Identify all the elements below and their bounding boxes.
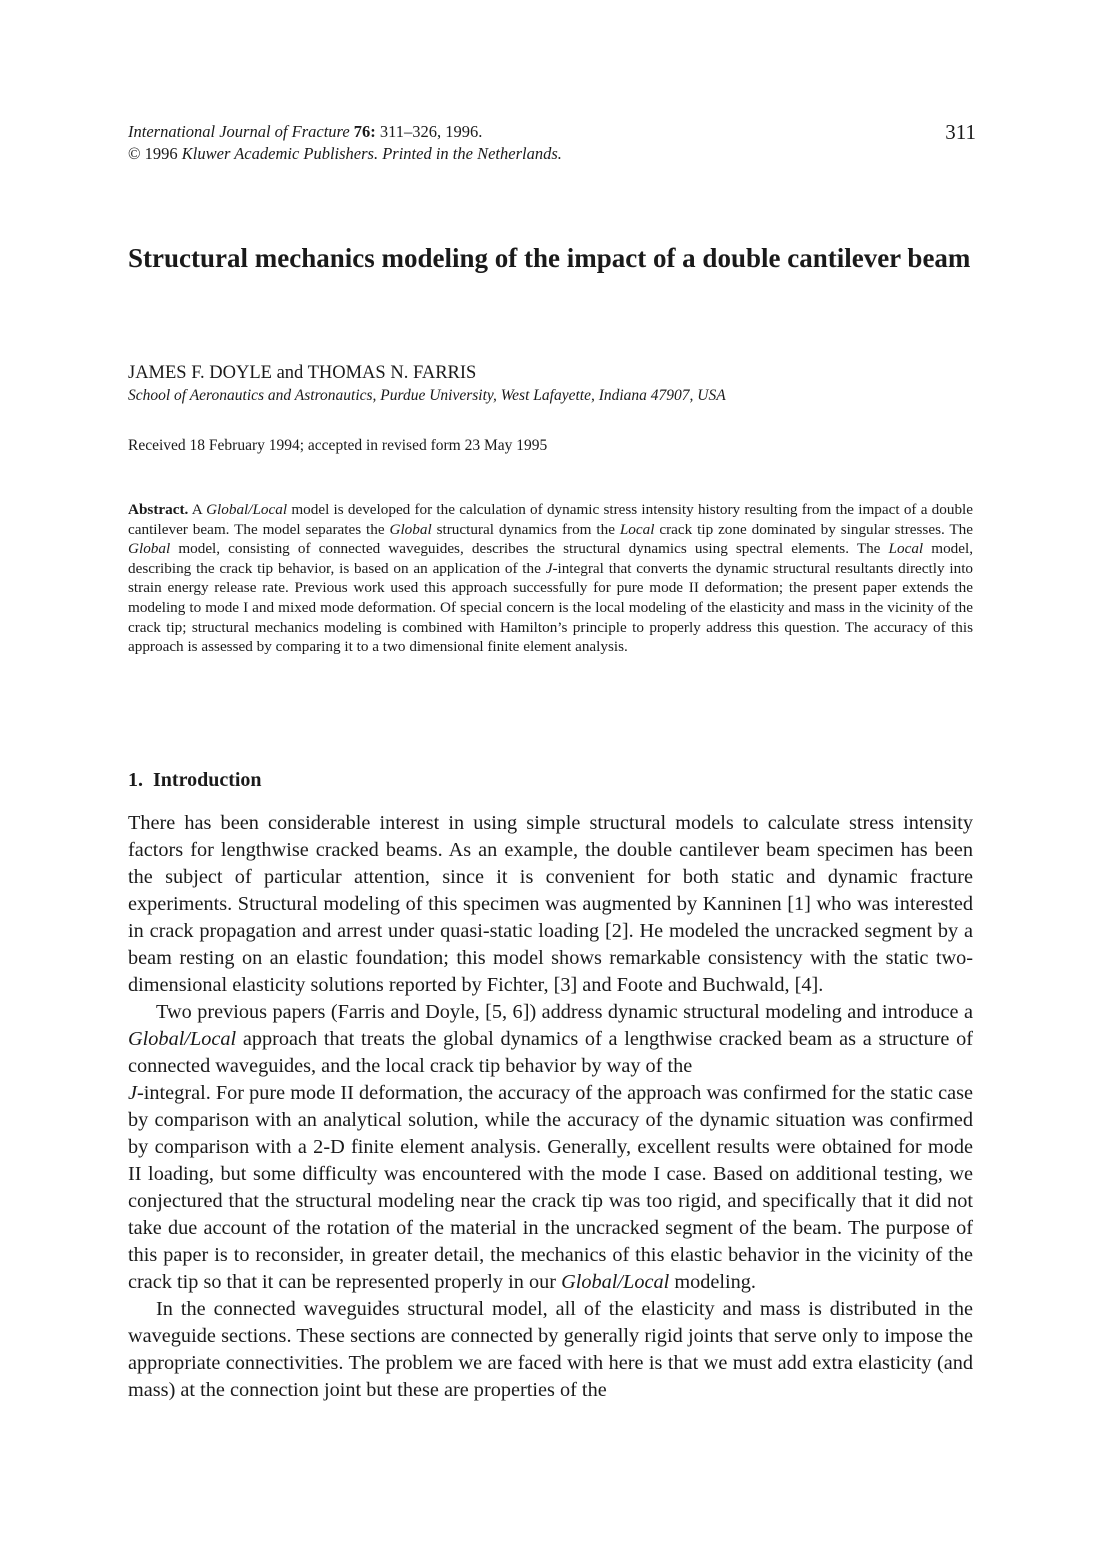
section-number: 1.	[128, 769, 143, 791]
abstract-text: model, consisting of connected waveguides, describes the structural dynamics using spectral elements. The	[178, 540, 881, 558]
affiliation: School of Aeronautics and Astronautics, Purdue University, West Lafayette, Indiana 47907, USA	[128, 387, 726, 404]
abstract-text: structural dynamics from the	[436, 520, 615, 538]
paragraph-1: There has been considerable interest in using simple structural models to calculate stress intensity factors for lengthwise cracked beams. As an example, the double cantilever beam specimen has been the subject of particular attention, since it is convenient for both static and dynamic fracture experiments. Structural modeling of this specimen was augmented by Kanninen [1] who was interested in crack propagation and arrest under quasi-static loading [2]. He modeled the uncracked segment by a beam resting on an elastic foundation; this model shows remarkable consistency with the static two-dimensional elasticity solutions reported by Fichter, [3] and Foote and Buchwald, [4].	[128, 812, 973, 996]
paper-title: Structural mechanics modeling of the impact of a double cantilever beam	[128, 243, 971, 273]
paragraph-emphasis: Global/Local	[561, 1271, 670, 1293]
journal-pages-year: 311–326, 1996.	[379, 122, 483, 141]
abstract-text: -integral that converts the dynamic structural resultants directly into strain energy release rate. Previous work used this approach successfully for pure mode II deformation; the present paper extends the modeling to mode I and mixed mode deformation. Of special concern is the local modeling of the elasticity and mass in the vicinity of the crack tip; structural mechanics modeling is combined with Hamilton’s principle to properly address this question. The accuracy of this approach is assessed by comparing it to a two dimensional finite element analysis.	[128, 559, 974, 656]
paragraph-emphasis: Global/Local	[128, 1028, 237, 1050]
abstract-text: crack tip zone dominated by singular stresses. The	[659, 520, 974, 538]
page-number: 311	[945, 120, 976, 144]
section-heading-introduction	[128, 767, 262, 793]
citation-line	[128, 121, 482, 143]
abstract-label: Abstract.	[128, 501, 189, 518]
paragraph-text: approach that treats the global dynamics of a lengthwise cracked beam as a structure of connected waveguides, and the local crack tip behavior by way of the	[128, 1028, 973, 1077]
abstract-emphasis: Global	[128, 540, 171, 558]
abstract-text: model is developed for the calculation of dynamic stress intensity history resulting from the impact of a double cantilever beam. The model separates the	[128, 501, 974, 538]
copyright-year: 1996	[144, 144, 178, 163]
publisher: Kluwer Academic Publishers. Printed in the Netherlands.	[181, 144, 562, 163]
abstract	[128, 500, 973, 657]
paragraph-text: -integral. For pure mode II deformation, the accuracy of the approach was confirmed for the static case by comparison with an analytical solution, while the accuracy of the dynamic situation was confirmed by comparison with a 2-D finite element analysis. Generally, excellent results were obtained for mode II loading, but some difficulty was encountered with the mode I case. Based on additional testing, we conjectured that the structural modeling near the crack tip was too rigid, and specifically that it did not take due account of the rotation of the material in the uncracked segment of the beam. The purpose of this paper is to reconsider, in greater detail, the mechanics of this elastic behavior in the vicinity of the crack tip so that it can be represented properly in our	[128, 1082, 973, 1293]
journal-header	[128, 121, 976, 165]
copyright-line	[128, 143, 976, 165]
copyright-symbol: ©	[128, 144, 141, 163]
paragraph-text: Two previous papers (Farris and Doyle, [5, 6]) address dynamic structural modeling and introduce a	[156, 1001, 973, 1023]
paragraph-math-symbol: J	[128, 1082, 138, 1104]
body-text	[128, 810, 973, 1404]
paragraph-3: In the connected waveguides structural model, all of the elasticity and mass is distributed in the waveguide sections. These sections are connected by generally rigid joints that serve only to impose the appropriate connectivities. The problem we are faced with here is that we must add extra elasticity (and mass) at the connection joint but these are properties of the	[128, 1298, 973, 1401]
journal-name: International Journal of Fracture	[128, 122, 350, 141]
abstract-emphasis: Global/Local	[206, 501, 288, 518]
journal-volume: 76:	[353, 122, 376, 141]
abstract-text: A	[191, 501, 202, 518]
abstract-text: model, describing the crack tip behavior, is based on an application of the	[128, 540, 974, 577]
abstract-emphasis: Global	[389, 520, 432, 538]
section-title: Introduction	[153, 769, 262, 791]
abstract-math-symbol: J	[545, 559, 553, 577]
paragraph-2	[128, 999, 973, 1296]
abstract-emphasis: Local	[888, 540, 924, 558]
paragraph-text: modeling.	[674, 1271, 757, 1293]
abstract-emphasis: Local	[619, 520, 655, 538]
received-dates: Received 18 February 1994; accepted in revised form 23 May 1995	[128, 437, 548, 454]
authors: JAMES F. DOYLE and THOMAS N. FARRIS	[128, 363, 477, 383]
